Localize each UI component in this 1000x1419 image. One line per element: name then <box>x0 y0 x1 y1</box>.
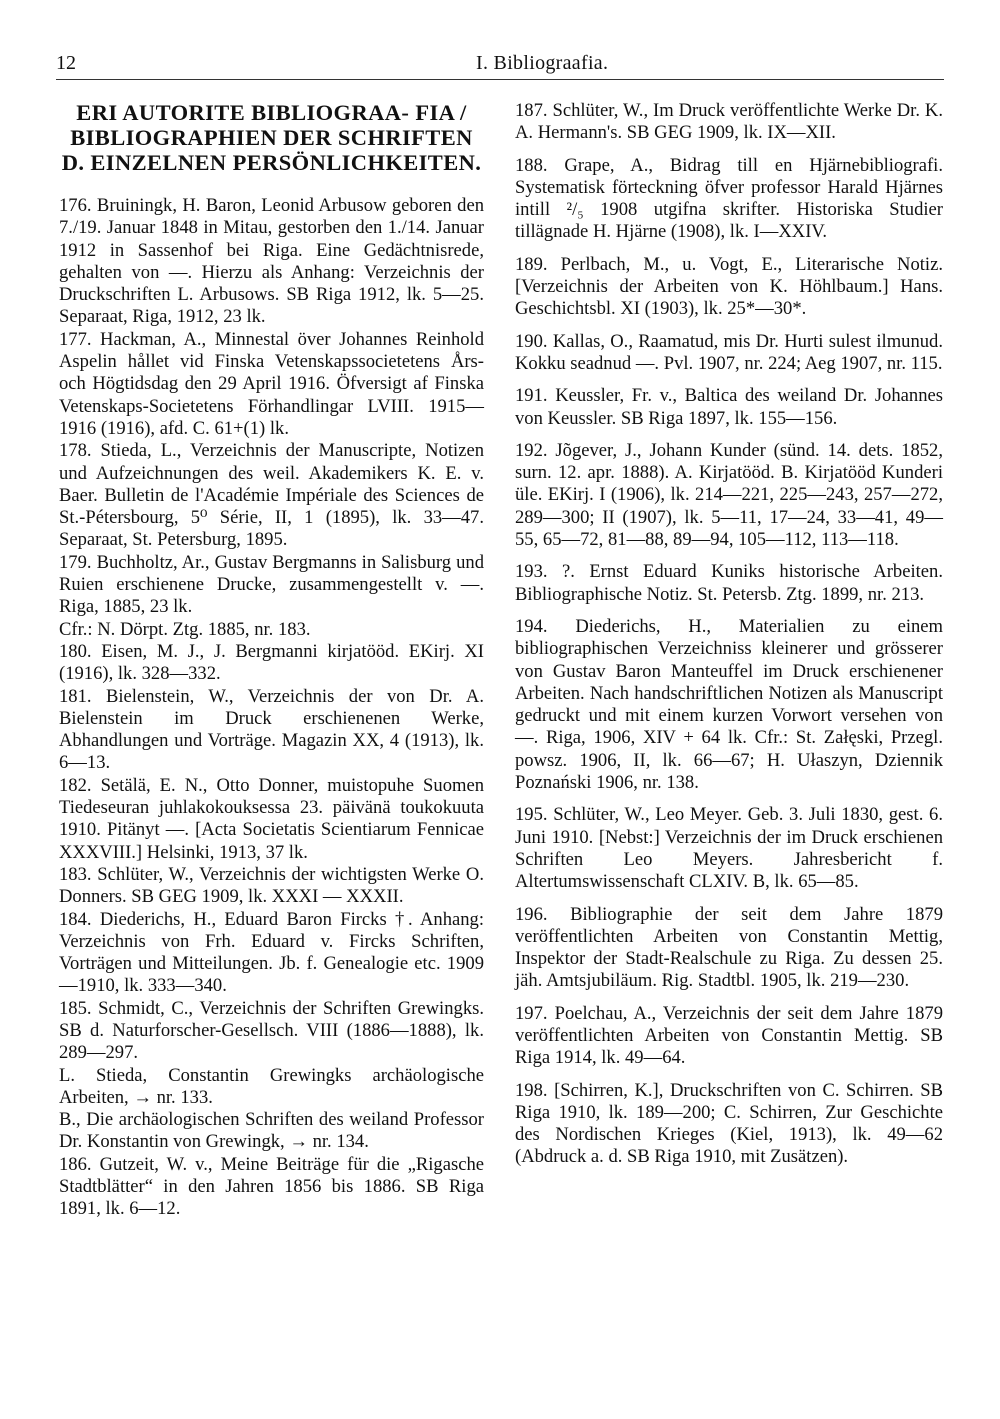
bibliography-entry: 198. [Schirren, K.], Druckschriften von C. Schirren. SB Riga 1910, lk. 189—200; C. Schirren, Zur Geschichte des Nordischen Krieges (Kiel, 1913), lk. 49—62 (Abdruck a. d. SB Riga 1910, mit Zusätzen). <box>515 1079 943 1168</box>
bibliography-entry: 193. ?. Ernst Eduard Kuniks historische Arbeiten. Bibliographische Notiz. St. Petersb. Ztg. 1899, nr. 213. <box>515 561 943 605</box>
page-number: 12 <box>56 52 76 74</box>
bibliography-entry: 192. Jõgever, J., Johann Kunder (sünd. 14. dets. 1852, surn. 12. apr. 1888). A. Kirjatööd. B. Kirjatööd Kunderi üle. EKirj. I (1906), lk. 214—221, 225—243, 257—272, 289—300; II (1907), lk. 5—11, 17—24, 33—41, 49—55, 65—72, 81—88, 89—94, 105—112, 113—118. <box>515 439 943 551</box>
bibliography-entry: 183. Schlüter, W., Verzeichnis der wichtigsten Werke O. Donners. SB GEG 1909, lk. XXXI — XXXII. <box>59 863 484 908</box>
bibliography-entry: 179. Buchholtz, Ar., Gustav Bergmanns in Salisburg und Ruien erschienene Drucke, zusammengestellt v. —. Riga, 1885, 23 lk. <box>59 551 484 618</box>
bibliography-entry: 182. Setälä, E. N., Otto Donner, muistopuhe Suomen Tiedeseuran juhlakokouksessa 23. päivänä toukokuuta 1910. Pitänyt —. [Acta Societatis Scientiarum Fennicae XXXVIII.] Helsinki, 1913, 37 lk. <box>59 774 484 863</box>
bibliography-entry: 177. Hackman, A., Minnestal över Johannes Reinhold Aspelin hållet vid Finska Vetenskapssocietetens Års- och Högtidsdag den 29 April 1916. Öfversigt af Finska Vetenskaps-Societetens Förhandlingar LVIII. 1915—1916 (1916), afd. C. 61+(1) lk. <box>59 328 484 439</box>
bibliography-entry: 190. Kallas, O., Raamatud, mis Dr. Hurti sulest ilmunud. Kokku seadnud —. Pvl. 1907, nr. 224; Aeg 1907, nr. 115. <box>515 330 943 374</box>
bibliography-entry: 176. Bruiningk, H. Baron, Leonid Arbusow geboren den 7./19. Januar 1848 in Mitau, gestorben den 1./14. Januar 1912 in Sassenhof bei Riga. Eine Gedächtnisrede, gehalten von —. Hierzu als Anhang: Verzeichnis der Druckschriften L. Arbusows. SB Riga 1912, lk. 5—25. Separaat, Riga, 1912, 23 lk. <box>59 195 484 328</box>
bibliography-entry: 189. Perlbach, M., u. Vogt, E., Literarische Notiz. [Verzeichnis der Arbeiten von K. Höhlbaum.] Hans. Geschichtsbl. XI (1903), lk. 25*—30*. <box>515 253 943 320</box>
bibliography-entry: 185. Schmidt, C., Verzeichnis der Schriften Grewingks. SB d. Naturforscher-Gesellsch. VIII (1886—1888), lk. 289—297. <box>59 997 484 1064</box>
bibliography-entry: 197. Poelchau, A., Verzeichnis der seit dem Jahre 1879 veröffentlichten Arbeiten von Constantin Mettig. SB Riga 1914, lk. 49—64. <box>515 1002 943 1069</box>
bibliography-entry: 195. Schlüter, W., Leo Meyer. Geb. 3. Juli 1830, gest. 6. Juni 1910. [Nebst:] Verzeichnis der im Druck erschienen Schriften Leo Meyers. Jahresbericht f. Altertumswissenschaft CLXIV. B, lk. 65—85. <box>515 804 943 893</box>
bibliography-entry: 187. Schlüter, W., Im Druck veröffentlichte Werke Dr. K. A. Hermann's. SB GEG 1909, lk. IX—XII. <box>515 100 943 144</box>
bibliography-entry: 188. Grape, A., Bidrag till en Hjärnebibliografi. Systematisk förteckning öfver professor Harald Hjärnes intill ²/₅ 1908 utgifna skrifter. Historiska Studier tillägnade H. Hjärne (1908), lk. I—XXIV. <box>515 154 943 243</box>
bibliography-entry: L. Stieda, Constantin Grewingks archäologische Arbeiten, → nr. 133. <box>59 1064 484 1108</box>
bibliography-entry: 184. Diederichs, H., Eduard Baron Fircks †. Anhang: Verzeichnis von Frh. Eduard v. Fircks Schriften, Vorträgen und Mitteilungen. Jb. f. Genealogie etc. 1909—1910, lk. 333—340. <box>59 908 484 997</box>
section-title: ERI AUTORITE BIBLIOGRAA- FIA / BIBLIOGRAPHIEN DER SCHRIFTEN D. EINZELNEN PERSÖNLICHKEITEN. <box>61 100 482 175</box>
right-column <box>515 100 943 1179</box>
bibliography-entry: 186. Gutzeit, W. v., Meine Beiträge für die „Rigasche Stadtblätter“ in den Jahren 1856 bis 1886. SB Riga 1891, lk. 6—12. <box>59 1153 484 1220</box>
running-title: I. Bibliograafia. <box>476 52 609 74</box>
bibliography-entry: 196. Bibliographie der seit dem Jahre 1879 veröffentlichten Arbeiten von Constantin Mettig, Inspektor der Stadt-Realschule zu Riga. Zu dessen 25. jäh. Amtsjubiläum. Rig. Stadtbl. 1905, lk. 219—230. <box>515 903 943 992</box>
bibliography-entry: 178. Stieda, L., Verzeichnis der Manuscripte, Notizen und Aufzeichnungen des weil. Akademikers K. E. v. Baer. Bulletin de l'Académie Impériale des Sciences de St.-Pétersbourg, 5⁰ Série, II, 1 (1895), lk. 33—47. Separaat, St. Petersburg, 1895. <box>59 440 484 551</box>
bibliography-entry: 180. Eisen, M. J., J. Bergmanni kirjatööd. EKirj. XI (1916), lk. 328—332. <box>59 640 484 685</box>
page-header <box>56 44 944 80</box>
left-column <box>59 100 484 1221</box>
bibliography-entry: 181. Bielenstein, W., Verzeichnis der von Dr. A. Bielenstein im Druck erschienenen Werke, Abhandlungen und Vorträge. Magazin XX, 4 (1913), lk. 6—13. <box>59 685 484 774</box>
bibliography-entry: 191. Keussler, Fr. v., Baltica des weiland Dr. Johannes von Keussler. SB Riga 1897, lk. 155—156. <box>515 385 943 429</box>
bibliography-entry: 194. Diederichs, H., Materialien zu einem bibliographischen Verzeichniss kleinerer und grösserer von Gustav Baron Manteuffel im Druck erschienener Arbeiten. Nach handschriftlichen Notizen als Manuscript gedruckt und mit einem kurzen Vorwort versehen von —. Riga, 1906, XIV + 64 lk. Cfr.: St. Załęski, Przegl. powsz. 1906, II, lk. 66—67; H. Ułaszyn, Dziennik Poznański 1906, nr. 138. <box>515 615 943 794</box>
bibliography-entry: B., Die archäologischen Schriften des weiland Professor Dr. Konstantin von Grewingk, → nr. 134. <box>59 1109 484 1153</box>
header-rule <box>56 79 944 80</box>
bibliography-note: Cfr.: N. Dörpt. Ztg. 1885, nr. 183. <box>59 618 311 640</box>
